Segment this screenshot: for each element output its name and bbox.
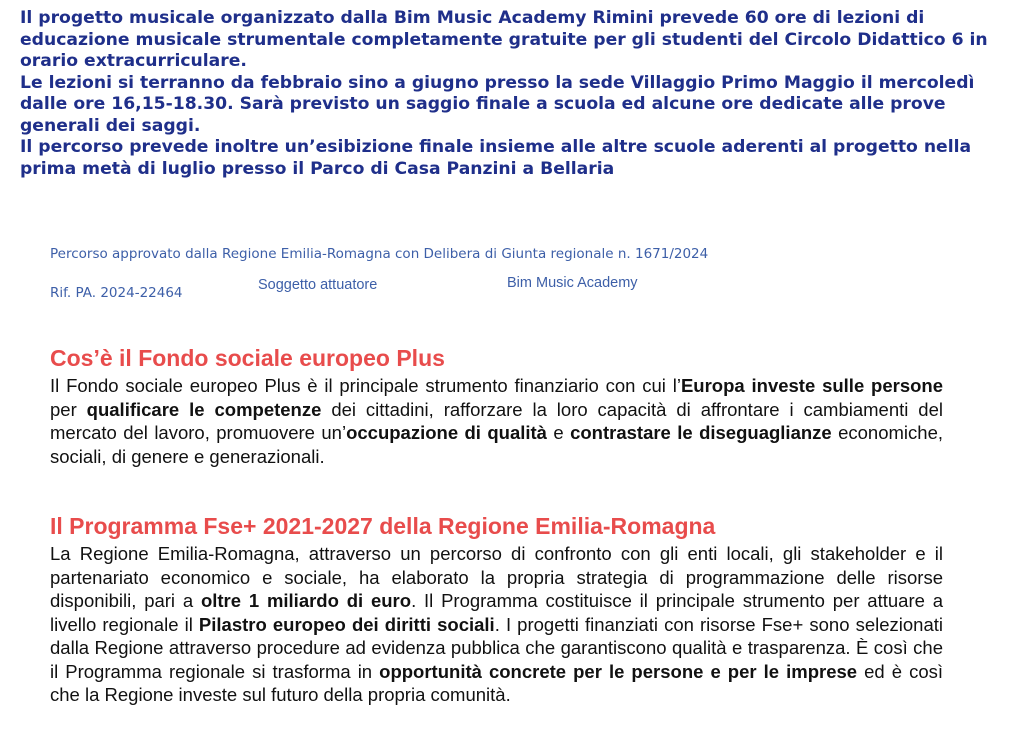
intro-paragraph-3: Il percorso prevede inoltre un’esibizione finale insieme alle altre scuole aderenti al progetto nella prima metà di luglio presso il Parco di Casa Panzini a Bellaria [20,137,972,179]
text-span: . Il Programma costituisce il principale strumento per attuare a livello regionale il [50,590,944,635]
intro-paragraph-1: Il progetto musicale organizzato dalla Bim Music Academy Rimini prevede 60 ore di lezioni di educazione musicale strumentale completamente gratuite per gli studenti del Circolo Didattico 6 in orario extracurriculare. [20,8,988,71]
bold-span: contrastare le diseguaglianze [570,422,832,443]
bold-span: oltre 1 miliardo di euro [200,590,412,611]
intro-text [20,8,995,180]
text-span: . I progetti finanziati con risorse Fse+ sono selezionati dalla Regione attraverso procedure ad evidenza pubblica che garantiscono qualità e trasparenza. È così che il Programma regionale si trasforma in [50,613,944,682]
bold-span: occupazione di qualità [346,422,547,443]
text-span: e [546,422,571,443]
section-programma [50,512,943,707]
implementer-value: Bim Music Academy [507,275,638,291]
bold-span: qualificare le competenze [86,398,322,420]
bold-span: Europa investe sulle persone [680,375,944,396]
implementer-label: Soggetto attuatore [258,277,378,293]
section-fse-plus [50,344,943,468]
section-programma-title: Il Programma Fse+ 2021-2027 della Regione Emilia-Romagna [50,513,716,539]
section-programma-body [50,542,943,707]
reference-code: Rif. PA. 2024-22464 [50,285,183,301]
text-span: ed è così che la Regione investe sul futuro della propria comunità. [50,660,944,705]
bold-span: Pilastro europeo dei diritti sociali [198,613,495,635]
section-fse-plus-body [50,374,943,468]
text-span: economiche, sociali, di genere e generazionali. [50,422,943,467]
bold-span: opportunità concrete per le persone e per le imprese [379,660,858,682]
text-span: per [50,398,87,420]
section-fse-plus-title: Cos’è il Fondo sociale europeo Plus [50,345,445,371]
text-span: La Regione Emilia-Romagna, attraverso un percorso di confronto con gli enti locali, gli stakeholder e il partenariato economico e sociale, ha elaborato la propria strategia di programmazione delle risorse disponibili, pari a [50,543,943,611]
intro-paragraph-2: Le lezioni si terranno da febbraio sino a giugno presso la sede Villaggio Primo Maggio il mercoledì dalle ore 16,15-18.30. Sarà previsto un saggio finale a scuola ed alcune ore dedicate alle prove generali dei saggi. [20,72,975,136]
text-span: dei cittadini, rafforzare la loro capacità di affrontare i cambiamenti del mercato del lavoro, promuovere un’ [50,398,943,443]
text-span: Il Fondo sociale europeo Plus è il principale strumento finanziario con cui l’ [50,375,681,396]
approval-note: Percorso approvato dalla Regione Emilia-Romagna con Delibera di Giunta regionale n. 1671/2024 [50,246,709,262]
